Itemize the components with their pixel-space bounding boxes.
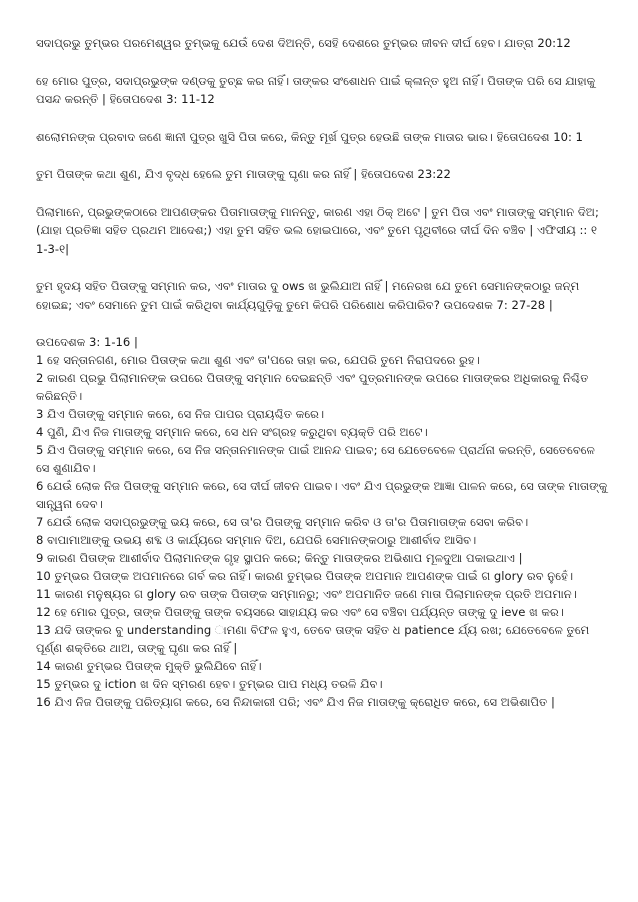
verse-4: 4 ପୁଣି, ଯିଏ ନିଜ ମାତାଙ୍କୁ ସମ୍ମାନ କରେ, ସେ ଧନ ସଂଗ୍ରହ କରୁଥିବା ବ୍ୟକ୍ତି ପରି ଅଟେ। [36,425,428,439]
verse-8: 8 ବାପାମାଆଙ୍କୁ ଉଭୟ ଶବ୍ଦ ଓ କାର୍ଯ୍ୟରେ ସମ୍ମାନ ଦିଅ, ଯେପରି ସେମାନଙ୍କଠାରୁ ଆଶୀର୍ବାଦ ଆସିବ। [36,533,477,547]
passage-ecclesiasticus-3 [36,333,608,711]
verse-13: 13 ଯଦି ତାଙ୍କର ବୁ understanding ାମଣା ବିଫଳ ହୁଏ, ତେବେ ତାଙ୍କ ସହିତ ଧ patience ର୍ଯ୍ୟ ରଖ; ଯେତେବେଳେ ତୁମେ ପୂର୍ଣ୍ଣ ଶକ୍ତିରେ ଥାଅ, ତାଙ୍କୁ ଘୃଣା କର ନାହିଁ | [36,623,590,655]
verse-7: 7 ଯେଉଁ ଲୋକ ସଦାପ୍ରଭୁଙ୍କୁ ଭୟ କରେ, ସେ ତା'ର ପିତାଙ୍କୁ ସମ୍ମାନ କରିବ ଓ ତା'ର ପିତାମାତାଙ୍କ ସେବା କରିବ। [36,515,529,529]
verse-11: 11 କାରଣ ମନୁଷ୍ୟର ଗ glory ରବ ତାଙ୍କ ପିତାଙ୍କ ସମ୍ମାନରୁ; ଏବଂ ଅପମାନିତ ଜଣେ ମାତା ପିଲାମାନଙ୍କ ପ୍ରତି ଅପମାନ। [36,587,577,601]
verse-14: 14 କାରଣ ତୁମ୍ଭର ପିତାଙ୍କ ମୁକ୍ତି ଭୁଲିଯିବେ ନାହିଁ। [36,659,262,673]
verse-16: 16 ଯିଏ ନିଜ ପିତାଙ୍କୁ ପରିତ୍ୟାଗ କରେ, ସେ ନିନ୍ଦାକାରୀ ପରି; ଏବଂ ଯିଏ ନିଜ ମାତାଙ୍କୁ କ୍ରୋଧିତ କରେ, ସେ ଅଭିଶାପିତ | [36,695,555,709]
verse-3: 3 ଯିଏ ପିତାଙ୍କୁ ସମ୍ମାନ କରେ, ସେ ନିଜ ପାପର ପ୍ରାୟଶ୍ଚିତ କରେ। [36,407,325,421]
verse-12: 12 ହେ ମୋର ପୁତ୍ର, ତାଙ୍କ ପିତାଙ୍କୁ ତାଙ୍କ ବୟସରେ ସାହାଯ୍ୟ କର ଏବଂ ସେ ବଞ୍ଚିବା ପର୍ଯ୍ୟନ୍ତ ତାଙ୍କୁ ଦୁ ieve ଖ କର। [36,605,564,619]
paragraph-proverbs-10: ଶଲୋମନଙ୍କ ପ୍ରବାଦ ଜଣେ ଜ୍ଞାନୀ ପୁତ୍ର ଖୁସି ପିତା କରେ, କିନ୍ତୁ ମୂର୍ଖ ପୁତ୍ର ହେଉଛି ତାଙ୍କ ମାତାର ଭାର। ହିତୋପଦେଶ 10: 1 [36,129,583,144]
paragraph-proverbs-3: ହେ ମୋର ପୁତ୍ର, ସଦାପ୍ରଭୁଙ୍କ ଦଣ୍ଡକୁ ତୁଚ୍ଛ କର ନାହିଁ। ତାଙ୍କର ସଂଶୋଧନ ପାଇଁ କ୍ଳାନ୍ତ ହୁଅ ନାହିଁ। ପିତାଙ୍କ ପରି ସେ ଯାହାକୁ ପସନ୍ଦ କରନ୍ତି | ହିତୋପଦେଶ 3: 11-12 [36,73,596,106]
paragraph-proverbs-23: ତୁମ ପିତାଙ୍କ କଥା ଶୁଣ, ଯିଏ ବୃଦ୍ଧ ହେଲେ ତୁମ ମାତାଙ୍କୁ ଘୃଣା କର ନାହିଁ | ହିତୋପଦେଶ 23:22 [36,167,451,181]
verse-9: 9 କାରଣ ପିତାଙ୍କ ଆଶୀର୍ବାଦ ପିଲାମାନଙ୍କ ଗୃହ ସ୍ଥାପନ କରେ; କିନ୍ତୁ ମାତାଙ୍କର ଅଭିଶାପ ମୂଳଦୁଆ ପକାଇଥାଏ | [36,551,523,565]
verse-6: 6 ଯେଉଁ ଲୋକ ନିଜ ପିତାଙ୍କୁ ସମ୍ମାନ କରେ, ସେ ଦୀର୍ଘ ଜୀବନ ପାଇବ। ଏବଂ ଯିଏ ପ୍ରଭୁଙ୍କ ଆଜ୍ଞା ପାଳନ କରେ, ସେ ତାଙ୍କ ମାତାଙ୍କୁ ସାନ୍ତ୍ୱନା ଦେବ। [36,479,608,511]
paragraph-ephesians: ପିଲାମାନେ, ପ୍ରଭୁଙ୍କଠାରେ ଆପଣଙ୍କର ପିତାମାତାଙ୍କୁ ମାନନ୍ତୁ, କାରଣ ଏହା ଠିକ୍ ଅଟେ | ତୁମ ପିତା ଏବଂ ମାତାଙ୍କୁ ସମ୍ମାନ ଦିଅ; (ଯାହା ପ୍ରତିଜ୍ଞା ସହିତ ପ୍ରଥମ ଆଦେଶ;) ଏହା ତୁମ ସହିତ ଭଲ ହୋଇପାରେ, ଏବଂ ତୁମେ ପୃଥିବୀରେ ଦୀର୍ଘ ଦିନ ବଞ୍ଚିବ | ଏଫିସୀୟ :: ୧ 1-3-୧| [36,204,599,256]
verse-5: 5 ଯିଏ ପିତାଙ୍କୁ ସମ୍ମାନ କରେ, ସେ ନିଜ ସନ୍ତାନମାନଙ୍କ ପାଇଁ ଆନନ୍ଦ ପାଇବ; ସେ ଯେତେବେଳେ ପ୍ରାର୍ଥନା କରନ୍ତି, ସେତେବେଳେ ସେ ଶୁଣାଯିବ। [36,443,595,475]
paragraph-exodus: ସଦାପ୍ରଭୁ ତୁମ୍ଭର ପରମେଶ୍ୱର ତୁମ୍ଭକୁ ଯେଉଁ ଦେଶ ଦିଅନ୍ତି, ସେହି ଦେଶରେ ତୁମ୍ଭର ଜୀବନ ଦୀର୍ଘ ହେବ। ଯାତ୍ରା 20:12 [36,36,571,50]
passage-heading: ଉପଦେଶକ 3: 1-16 | [36,335,138,349]
verse-1: 1 ହେ ସନ୍ତାନଗଣ, ମୋର ପିତାଙ୍କ କଥା ଶୁଣ ଏବଂ ତା'ପରେ ତାହା କର, ଯେପରି ତୁମେ ନିରାପଦରେ ରୁହ। [36,353,480,367]
verse-10: 10 ତୁମ୍ଭର ପିତାଙ୍କ ଅପମାନରେ ଗର୍ବ କର ନାହିଁ। କାରଣ ତୁମ୍ଭର ପିତାଙ୍କ ଅପମାନ ଆପଣଙ୍କ ପାଇଁ ଗ glory ରବ ନୁହେଁ। [36,569,574,583]
verse-15: 15 ତୁମ୍ଭର ଦୁ iction ଖ ଦିନ ସ୍ମରଣ ହେବ। ତୁମ୍ଭର ପାପ ମଧ୍ୟ ତରଳି ଯିବ। [36,677,383,691]
document-page [36,34,608,711]
verse-2: 2 କାରଣ ପ୍ରଭୁ ପିଲାମାନଙ୍କ ଉପରେ ପିତାଙ୍କୁ ସମ୍ମାନ ଦେଇଛନ୍ତି ଏବଂ ପୁତ୍ରମାନଙ୍କ ଉପରେ ମାତାଙ୍କର ଅଧିକାରକୁ ନିଶ୍ଚିତ କରିଛନ୍ତି। [36,371,589,403]
paragraph-ecclesiasticus-7: ତୁମ ହୃଦୟ ସହିତ ପିତାଙ୍କୁ ସମ୍ମାନ କର, ଏବଂ ମାତାର ଦୁ ows ଖ ଭୁଲିଯାଅ ନାହିଁ | ମନେରଖ ଯେ ତୁମେ ସେମାନଙ୍କଠାରୁ ଜନ୍ମ ହୋଇଛ; ଏବଂ ସେମାନେ ତୁମ ପାଇଁ କରିଥିବା କାର୍ଯ୍ୟଗୁଡ଼ିକୁ ତୁମେ କିପରି ପରିଶୋଧ କରିପାରିବ? ଉପଦେଶକ 7: 27-28 | [36,279,580,312]
